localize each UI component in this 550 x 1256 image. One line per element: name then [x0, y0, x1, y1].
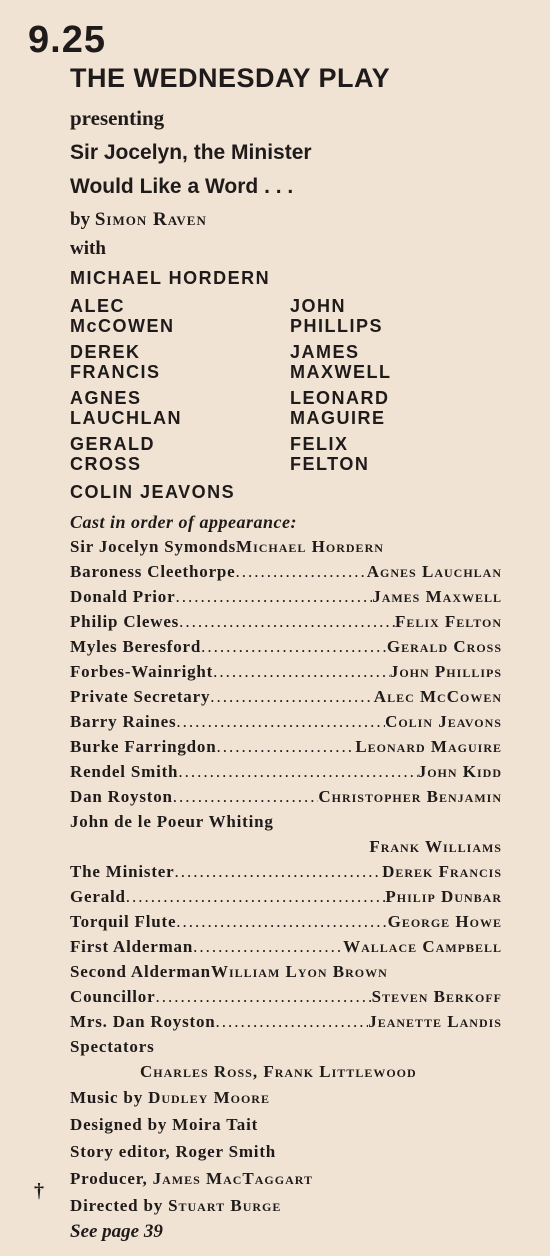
- producer-name: James MacTaggart: [152, 1169, 314, 1188]
- cast-row: Sir Jocelyn Symonds Michael Hordern: [70, 537, 384, 556]
- play-title-line-2: Would Like a Word . . .: [70, 175, 294, 198]
- cast-row: Myles Beresford ..... Gerald Cross: [70, 634, 502, 659]
- author-name: Simon Raven: [94, 209, 207, 230]
- lead-actor: MICHAEL HORDERN: [70, 268, 271, 288]
- listing-body: [70, 62, 530, 1245]
- cast-row: The Minister ..... Derek Francis: [70, 859, 502, 884]
- credit-story-editor: Story editor, Roger Smith: [70, 1142, 277, 1161]
- lead-cast-cell: FELIX FELTON: [290, 434, 370, 474]
- lead-cast-grid: [70, 296, 530, 474]
- lead-actor-last: COLIN JEAVONS: [70, 482, 236, 502]
- broadcast-time: 9.25: [28, 19, 106, 61]
- cast-row: Second Alderman William Lyon Brown: [70, 962, 388, 981]
- cast-row: Rendel Smith ..... John Kidd: [70, 759, 502, 784]
- see-page-reference: See page 39: [70, 1221, 163, 1242]
- cast-row: Baroness Cleethorpe ..... Agnes Lauchlan: [70, 559, 502, 584]
- lead-cast-cell: JOHN PHILLIPS: [290, 296, 384, 336]
- cast-row: Donald Prior ..... James Maxwell: [70, 584, 502, 609]
- credit-director: Directed by Stuart Burge: [70, 1196, 282, 1215]
- by-label: by: [70, 209, 91, 230]
- credit-producer: Producer, James MacTaggart: [70, 1169, 314, 1188]
- cast-row: Dan Royston ..... Christopher Benjamin: [70, 784, 502, 809]
- credit-music: Music by Dudley Moore: [70, 1088, 270, 1107]
- play-title-line-1: Sir Jocelyn, the Minister: [70, 141, 312, 164]
- cast-row: Torquil Flute ..... George Howe: [70, 909, 502, 934]
- cast-row: Councillor ..... Steven Berkoff: [70, 984, 502, 1009]
- cast-row-spectators-actors: Charles Ross, Frank Littlewood: [140, 1062, 417, 1081]
- cast-row: Burke Farringdon ..... Leonard Maguire: [70, 734, 502, 759]
- cast-row: Forbes-Wainright ..... John Phillips: [70, 659, 502, 684]
- cast-row: Private Secretary ..... Alec McCowen: [70, 684, 502, 709]
- cast-row: Gerald ..... Philip Dunbar: [70, 884, 502, 909]
- cast-row-whiting-actor: Frank Williams: [369, 837, 502, 856]
- with-label: with: [70, 238, 106, 259]
- cast-row: Barry Raines ..... Colin Jeavons: [70, 709, 502, 734]
- programme-title: THE WEDNESDAY PLAY: [70, 63, 391, 93]
- author-line: [70, 206, 530, 234]
- lead-cast-cell: AGNES LAUCHLAN: [70, 388, 182, 428]
- composer-name: Dudley Moore: [148, 1088, 270, 1107]
- cast-heading: Cast in order of appearance:: [70, 512, 297, 532]
- lead-cast-cell: LEONARD MAGUIRE: [290, 388, 390, 428]
- cast-row: Philip Clewes ..... Felix Felton: [70, 609, 502, 634]
- cast-row: First Alderman ..... Wallace Campbell: [70, 934, 502, 959]
- cast-row-whiting-role: John de le Poeur Whiting: [70, 812, 274, 831]
- lead-cast-cell: GERALD CROSS: [70, 434, 155, 474]
- presenting-label: presenting: [70, 106, 165, 130]
- cast-row-spectators-role: Spectators: [70, 1037, 155, 1056]
- director-name: Stuart Burge: [168, 1196, 282, 1215]
- cast-list: [70, 534, 530, 1084]
- lead-cast-cell: DEREK FRANCIS: [70, 342, 161, 382]
- dagger-mark: †: [34, 1180, 44, 1202]
- cast-row: Mrs. Dan Royston ..... Jeanette Landis: [70, 1009, 502, 1034]
- credit-designer: Designed by Moira Tait: [70, 1115, 259, 1134]
- lead-cast-cell: JAMES MAXWELL: [290, 342, 392, 382]
- lead-cast-cell: ALEC McCOWEN: [70, 296, 175, 336]
